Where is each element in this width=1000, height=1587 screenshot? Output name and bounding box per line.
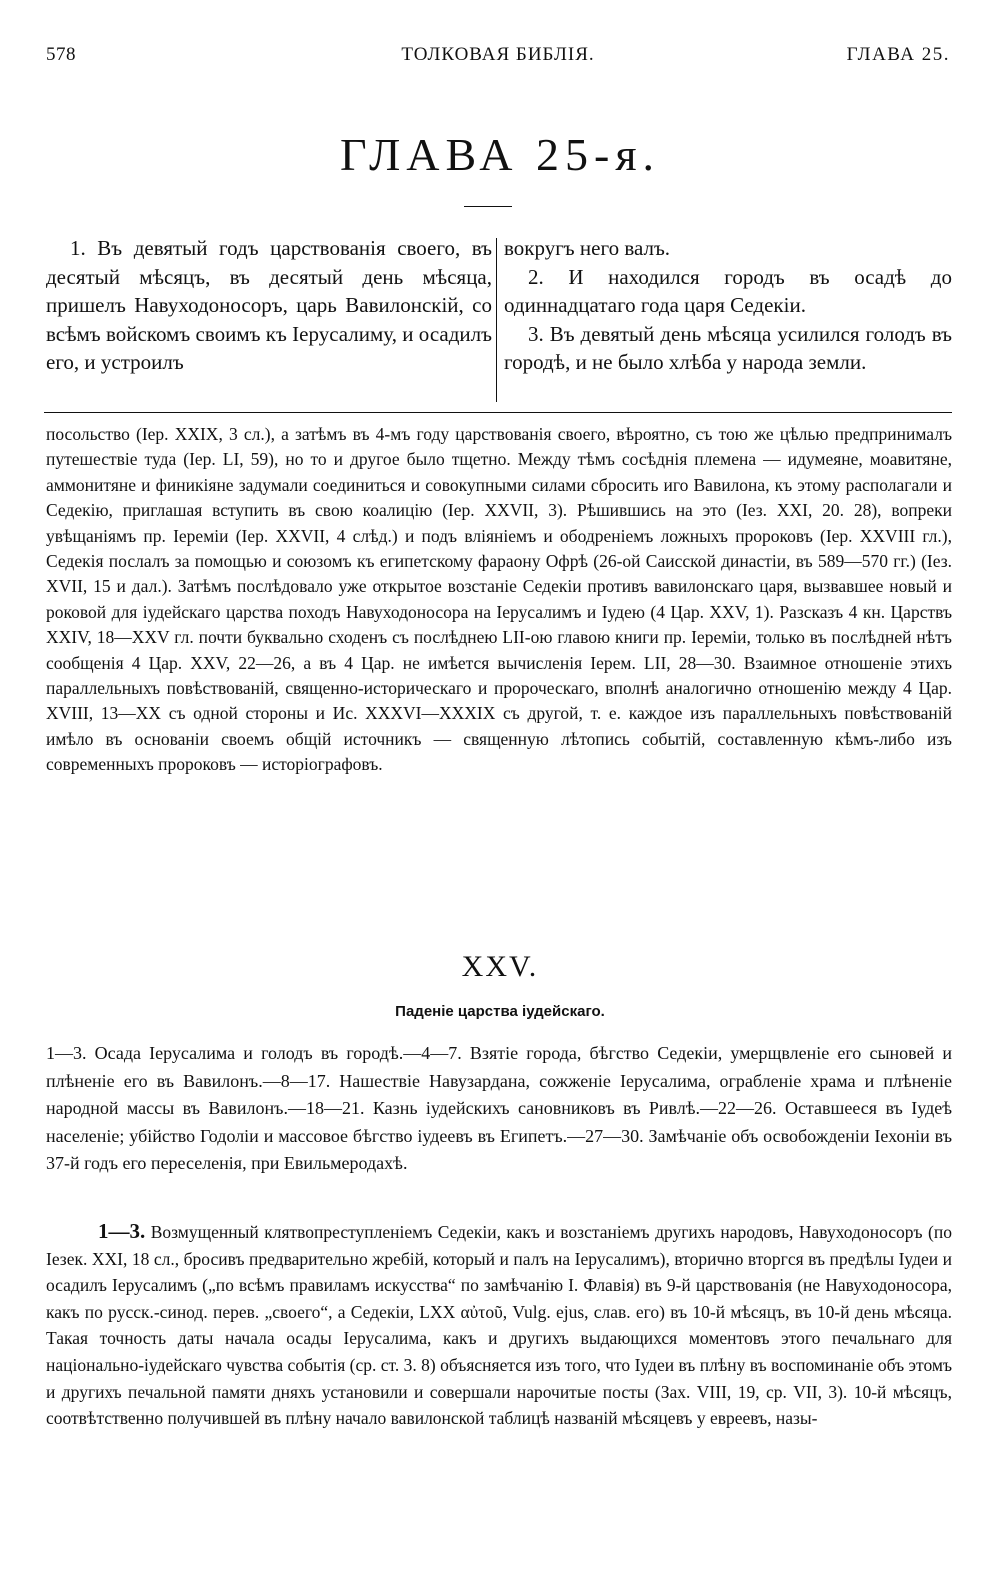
running-chapter: ГЛАВА 25. (846, 44, 950, 65)
verse-1: 1. Въ девятый годъ царствованія своего, въ десятый мѣсяцъ, въ десятый день мѣсяца, пришелъ Навуходоносоръ, царь Вавилонскій, со всѣмъ войскомъ своимъ къ Іерусалиму, и осадилъ его, и устроилъ (46, 236, 492, 374)
running-header (46, 44, 950, 74)
title-divider (464, 206, 512, 207)
commentary-block (46, 422, 952, 778)
chapter-title: ГЛАВА 25-я. (339, 129, 661, 180)
chapter-summary (46, 1040, 952, 1178)
column-divider (496, 238, 497, 402)
scripture-right-column (504, 234, 952, 377)
verse-2: 2. И находился городъ въ осадѣ до одиннадцатаго года царя Седекіи. (504, 264, 952, 317)
section-heading: Паденіе царства іудейскаго. (395, 1003, 605, 1020)
scripture-left-column (46, 234, 492, 377)
commentary-text: посольство (Іер. XXIX, 3 сл.), а затѣмъ въ 4-мъ году царствованія своего, вѣроятно, съ тою же цѣлью предпринималъ путешествіе туда (Іер. LI, 59), но то и другое было тщетно. Между тѣмъ сосѣднія племена — идумеяне, моавитяне, аммонитяне и финикіяне задумали соединиться и совокупными силами сбросить иго Вавилона, къ этому располагали и Седекію, приглашая вступить въ свою коалицію (Іер. XXVII, 3). Рѣшившись на это (Іез. XXI, 20. 28), вопреки увѣщаніямъ пр. Іереміи (Іер. XXVII, 4 слѣд.) и подъ вліяніемъ и ободреніемъ ложныхъ пророковъ (Іер. XXVIII гл.), Седекія послалъ за помощью и союзомъ къ египетскому фараону Офрѣ (26-ой Саисской династіи, въ 589—570 гг.) (Іез. XVII, 15 и дал.). Затѣмъ послѣдовало уже открытое возстаніе Седекіи противъ вавилонскаго царя, вызвавшее новый и роковой для іудейскаго царства походъ Навуходоносора на Іерусалимъ и Іудею (4 Цар. XXV, 1). Разсказъ 4 кн. Царствъ XXIV, 18—XXV гл. почти буквально сходенъ съ послѣднею LII-ою главою книги пр. Іереміи, только въ послѣдней нѣтъ сообщенія 4 Цар. XXV, 22—26, а въ 4 Цар. не имѣется вычисленія Іерем. LII, 28—30. Взаимное отношеніе этихъ параллельныхъ повѣствованій, священно-историческаго и пророческаго, вполнѣ аналогично отношенію между 4 Цар. XVIII, 13—XX съ одной стороны и Ис. XXXVI—XXXIX съ другой, т. е. каждое изъ параллельныхъ повѣствованій имѣло въ основаніи своемъ общій источникъ — священную лѣтопись событій, составленную кѣмъ-либо изъ современныхъ пророковъ — исторіографовъ. (46, 424, 952, 775)
verse-explanation (46, 1218, 952, 1432)
page-number: 578 (46, 44, 76, 65)
scripture-columns (46, 234, 952, 406)
verse-3: 3. Въ девятый день мѣсяца усилился голодъ въ городѣ, и не было хлѣба у народа земли. (504, 321, 952, 374)
book-title: ТОЛКОВАЯ БИБЛІЯ. (401, 44, 595, 65)
explanation-paragraph (46, 1218, 952, 1432)
section-numeral: XXV. (461, 950, 539, 983)
verse-reference: 1—3. (98, 1219, 146, 1243)
commentary-divider (44, 412, 952, 413)
summary-text: 1—3. Осада Іерусалима и голодъ въ городѣ.—4—7. Взятіе города, бѣгство Седекіи, умерщвленіе его сыновей и плѣненіе его въ Вавилонъ.—8—17. Нашествіе Навузардана, сожженіе Іерусалима, ограбленіе храма и плѣненіе народной массы въ Вавилонъ.—18—21. Казнь іудейскихъ сановниковъ въ Ривлѣ.—22—26. Оставшееся въ Іудеѣ населеніе; убійство Годоліи и массовое бѣгство іудеевъ въ Египетъ.—27—30. Замѣчаніе объ освобожденіи Іехоніи въ 37-й годъ его переселенія, при Евильмеродахѣ. (46, 1043, 952, 1174)
verse-1-continuation: вокругъ него валъ. (504, 236, 671, 260)
explanation-text: Возмущенный клятвопреступленіемъ Седекіи, какъ и возстаніемъ другихъ народовъ, Навуходоносоръ (по Іезек. XXI, 18 сл., бросивъ предварительно жребій, который и палъ на Іерусалимъ), вторично вторгся въ предѣлы Іудеи и осадилъ Іерусалимъ („по всѣмъ правиламъ искусства“ по замѣчанію І. Флавія) въ 9-й царствованія (не Навуходоносора, какъ по русск.-синод. перев. „своего“, а Седекіи, LXX αὐτοῦ, Vulg. ejus, слав. его) въ 10-й мѣсяцъ, въ 10-й день мѣсяца. Такая точность даты начала осады Іерусалима, какъ и другихъ выдающихся моментовъ этого печальнаго для національно-іудейскаго чувства событія (ср. ст. 3. 8) объясняется изъ того, что Іудеи въ плѣну въ воспоминаніе объ этомъ и другихъ печальной памяти дняхъ установили и совершали нарочитые посты (Зах. VIII, 19, ср. VII, 3). 10-й мѣсяцъ, соотвѣтственно получившей въ плѣну начало вавилонской таблицѣ названій мѣсяцевъ у евреевъ, назы- (46, 1222, 952, 1429)
